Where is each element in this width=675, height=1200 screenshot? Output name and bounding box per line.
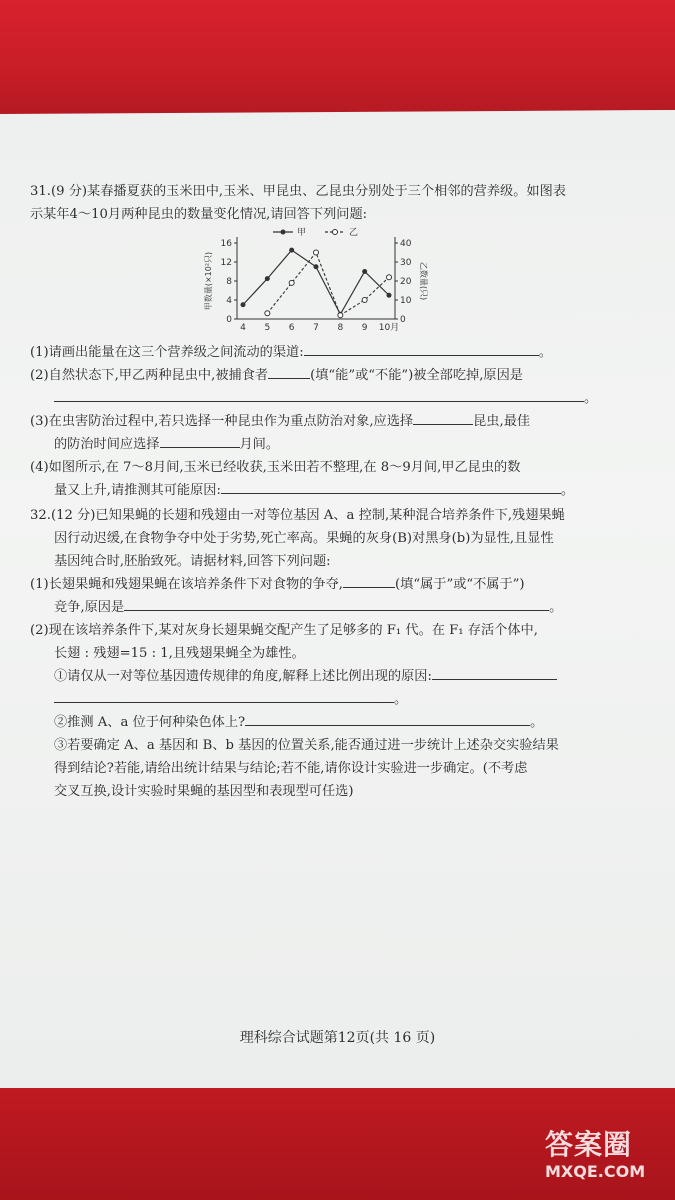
q31-part3-cont: 的防治时间应选择 月间。 — [30, 433, 605, 456]
left-tick-label: 16 — [220, 239, 232, 249]
x-tick-label: 7 — [313, 323, 319, 333]
left-tick-label: 12 — [220, 258, 232, 268]
q32-part1-cont: 竞争,原因是 。 — [30, 596, 605, 619]
watermark — [545, 1128, 665, 1194]
right-axis-label: 乙数量(只) — [419, 261, 428, 301]
x-tick-label: 4 — [240, 323, 246, 333]
q32-part1: (1)长翅果蝇和残翅果蝇在该培养条件下对食物的争夺, (填“属于”或“不属于”) — [30, 573, 605, 596]
legend-marker-jia — [281, 230, 286, 235]
q32-part2-cont: 长翅 : 残翅=15 : 1,且残翅果蝇全为雄性。 — [54, 646, 305, 661]
q31-part4-cont: 量又上升,请推测其可能原因: 。 — [30, 479, 605, 502]
watermark-title: 答案圈 — [545, 1128, 633, 1161]
answer-blank[interactable] — [124, 596, 549, 611]
series-jia-point — [265, 276, 270, 281]
q32-sub3-cont1: 得到结论?若能,请给出统计结果与结论;若不能,请你设计实验进一步确定。(不考虑 — [54, 761, 528, 776]
answer-blank[interactable] — [413, 410, 473, 425]
answer-blank[interactable] — [221, 479, 561, 494]
q32-part2: (2)现在该培养条件下,某对灰身长翅果蝇交配产生了足够多的 F₁ 代。在 F₁ 存活个体中, — [30, 623, 538, 638]
chart-svg — [195, 223, 428, 335]
q32-sub3-cont2: 交叉互换,设计实验时果蝇的基因型和表现型可任选) — [54, 784, 354, 799]
right-tick-label: 10 — [400, 296, 412, 306]
left-tick-label: 8 — [226, 277, 232, 287]
legend-marker-yi — [333, 230, 338, 235]
series-jia-point — [387, 293, 392, 298]
x-tick-label: 5 — [264, 323, 271, 333]
population-chart — [195, 223, 428, 335]
q32-line3: 基因纯合时,胚胎致死。请据材料,回答下列问题: — [54, 554, 331, 569]
series-yi-point — [289, 280, 294, 285]
left-tick-label: 0 — [226, 315, 232, 325]
right-tick-label: 40 — [400, 239, 412, 249]
x-tick-label: 10月 — [378, 323, 400, 333]
answer-blank[interactable] — [245, 711, 530, 726]
series-jia-point — [289, 248, 294, 253]
q32-line1: 32.(12 分)已知果蝇的长翅和残翅由一对等位基因 A、a 控制,某种混合培养条件下,残翅果蝇 — [30, 508, 565, 523]
q32-line2: 因行动迟缓,在食物争夺中处于劣势,死亡率高。果蝇的灰身(B)对黑身(b)为显性,且显性 — [54, 531, 554, 546]
q31-part1: (1)请画出能量在这三个营养级之间流动的渠道: 。 — [30, 341, 605, 364]
right-tick-label: 30 — [400, 258, 412, 268]
q31-part3: (3)在虫害防治过程中,若只选择一种昆虫作为重点防治对象,应选择 昆虫,最佳 — [30, 410, 605, 433]
q32-sub1: ①请仅从一对等位基因遗传规律的角度,解释上述比例出现的原因: — [30, 665, 605, 688]
series-yi-point — [362, 298, 367, 303]
answer-blank[interactable] — [160, 433, 240, 448]
answer-blank[interactable] — [54, 387, 584, 402]
right-tick-label: 20 — [400, 277, 412, 287]
x-tick-label: 9 — [361, 323, 368, 333]
series-yi-point — [387, 275, 392, 280]
legend-label-jia: 甲 — [297, 228, 307, 238]
left-tick-label: 4 — [226, 296, 232, 306]
table-background-top — [0, 0, 675, 118]
series-jia-point — [314, 264, 319, 269]
right-tick-label: 0 — [400, 315, 406, 325]
series-jia-point — [241, 302, 246, 307]
q32-sub3: ③若要确定 A、a 基因和 B、b 基因的位置关系,能否通过进一步统计上述杂交实验结果 — [54, 738, 559, 753]
series-yi-point — [338, 313, 343, 318]
answer-blank[interactable] — [304, 341, 539, 356]
answer-blank[interactable] — [268, 364, 310, 379]
series-yi-line — [267, 253, 389, 316]
watermark-url: MXQE.COM — [545, 1162, 646, 1181]
q32-sub1-cont: 。 — [30, 688, 605, 711]
x-tick-label: 6 — [288, 323, 295, 333]
x-tick-label: 8 — [337, 323, 344, 333]
legend-label-yi: 乙 — [349, 228, 359, 238]
q31-part2-cont: 。 — [30, 387, 605, 410]
q31-intro-line1: 31.(9 分)某春播夏获的玉米田中,玉米、甲昆虫、乙昆虫分别处于三个相邻的营养级。如图表 — [30, 184, 566, 199]
q31-part4: (4)如图所示,在 7～8月间,玉米已经收获,玉米田若不整理,在 8～9月间,甲乙昆虫的数 — [30, 460, 521, 475]
answer-blank[interactable] — [343, 573, 395, 588]
series-yi-point — [314, 250, 319, 255]
series-jia-line — [243, 250, 389, 314]
q31-part2: (2)自然状态下,甲乙两种昆虫中,被捕食者 (填“能”或“不能”)被全部吃掉,原因是 — [30, 364, 605, 387]
answer-blank[interactable] — [54, 688, 394, 703]
q31-intro-line2: 示某年4～10月两种昆虫的数量变化情况,请回答下列问题: — [30, 207, 368, 222]
answer-blank[interactable] — [432, 665, 557, 680]
q32-sub2: ②推测 A、a 位于何种染色体上? 。 — [30, 711, 605, 734]
series-jia-point — [362, 269, 367, 274]
series-yi-point — [265, 311, 270, 316]
page-footer: 理科综合试题第12页(共 16 页) — [239, 1030, 436, 1046]
left-axis-label: 甲数量(×10²只) — [204, 251, 213, 311]
